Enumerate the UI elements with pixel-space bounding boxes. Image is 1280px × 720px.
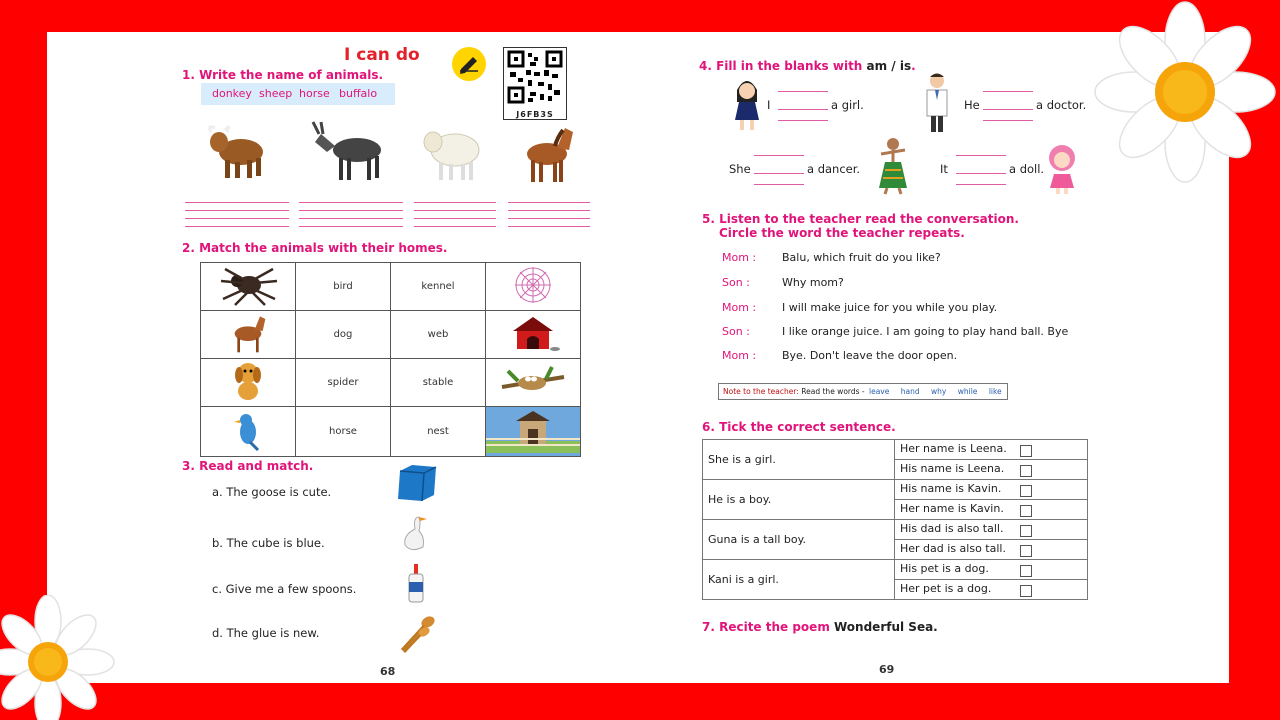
daisy-flower-icon bbox=[1080, 0, 1280, 195]
answer-lines-4 bbox=[508, 195, 590, 227]
dialogue-text: Bye. Don't leave the door open. bbox=[782, 349, 958, 362]
option-text: Her name is Kavin. bbox=[900, 502, 1004, 515]
q2-heading: 2. Match the animals with their homes. bbox=[182, 241, 448, 255]
q5-heading-line2: Circle the word the teacher repeats. bbox=[719, 226, 965, 240]
doctor-icon bbox=[923, 72, 951, 134]
checkbox[interactable] bbox=[1020, 565, 1032, 577]
sheep-icon bbox=[419, 120, 483, 184]
table-row bbox=[703, 560, 1088, 580]
tick-statement: He is a boy. bbox=[703, 480, 895, 520]
nest-icon bbox=[486, 359, 581, 407]
note-word: while bbox=[957, 387, 978, 396]
tick-statement: Guna is a tall boy. bbox=[703, 520, 895, 560]
table-row bbox=[201, 263, 581, 311]
table-row bbox=[703, 520, 1088, 540]
dog-icon bbox=[201, 359, 296, 407]
qr-code-label: J6FB3S bbox=[516, 110, 554, 119]
checkbox[interactable] bbox=[1020, 585, 1032, 597]
note-word: leave bbox=[869, 387, 890, 396]
word-box bbox=[201, 83, 395, 105]
checkbox[interactable] bbox=[1020, 505, 1032, 517]
teacher-note bbox=[718, 383, 1008, 400]
daisy-flower-icon bbox=[0, 595, 118, 720]
table-cell: kennel bbox=[391, 263, 486, 311]
option-text: His dad is also tall. bbox=[900, 522, 1004, 535]
note-text: Read the words - bbox=[801, 387, 865, 396]
tick-option[interactable] bbox=[895, 440, 1088, 460]
dialogue-text: I like orange juice. I am going to play hand ball. Bye bbox=[782, 325, 1069, 338]
qr-code bbox=[503, 47, 567, 120]
tick-statement: She is a girl. bbox=[703, 440, 895, 480]
blank-girl-bottom bbox=[778, 120, 828, 121]
blank-doctor-bottom bbox=[983, 120, 1033, 121]
answer-lines-3 bbox=[414, 195, 496, 227]
tick-table bbox=[702, 439, 1088, 600]
q4-subject-he: He bbox=[964, 98, 980, 112]
page-title: I can do bbox=[344, 45, 420, 65]
q3-item-a: a. The goose is cute. bbox=[212, 485, 332, 499]
match-table bbox=[200, 262, 581, 457]
q4-heading-text: 4. Fill in the blanks with bbox=[699, 59, 867, 73]
checkbox[interactable] bbox=[1020, 485, 1032, 497]
table-cell: nest bbox=[391, 407, 486, 457]
goose-icon bbox=[399, 513, 429, 555]
q4-subject-i: I bbox=[767, 98, 771, 112]
girl-icon bbox=[731, 76, 763, 134]
blank-girl[interactable] bbox=[778, 109, 828, 110]
note-label: Note to the teacher: bbox=[723, 387, 799, 396]
bird-icon bbox=[201, 407, 296, 457]
word-donkey: donkey bbox=[212, 87, 252, 100]
horse-icon bbox=[517, 120, 577, 186]
q4-tail-doctor: a doctor. bbox=[1036, 98, 1087, 112]
spoons-icon bbox=[396, 614, 438, 654]
blank-doctor-top bbox=[983, 91, 1033, 92]
q5-heading-line1: 5. Listen to the teacher read the conversation. bbox=[702, 212, 1019, 226]
tick-statement: Kani is a girl. bbox=[703, 560, 895, 600]
spider-icon bbox=[201, 263, 296, 311]
note-word: why bbox=[931, 387, 947, 396]
donkey-icon bbox=[307, 120, 393, 184]
option-text: Her dad is also tall. bbox=[900, 542, 1006, 555]
q4-subject-it: It bbox=[940, 162, 948, 176]
tick-option[interactable] bbox=[895, 560, 1088, 580]
q7-heading bbox=[702, 620, 938, 634]
q1-heading: 1. Write the name of animals. bbox=[182, 68, 384, 82]
speaker-label: Son : bbox=[722, 276, 750, 289]
q3-item-d: d. The glue is new. bbox=[212, 626, 320, 640]
answer-lines-1 bbox=[185, 195, 289, 227]
q7-poem-title: Wonderful Sea. bbox=[834, 620, 938, 634]
q4-subject-she: She bbox=[729, 162, 751, 176]
page-number-left: 68 bbox=[380, 665, 396, 678]
word-sheep: sheep bbox=[259, 87, 293, 100]
q4-tail-doll: a doll. bbox=[1009, 162, 1045, 176]
option-text: His name is Kavin. bbox=[900, 482, 1002, 495]
tick-option[interactable] bbox=[895, 540, 1088, 560]
tick-option[interactable] bbox=[895, 580, 1088, 600]
q4-tail-girl: a girl. bbox=[831, 98, 864, 112]
table-cell: spider bbox=[296, 359, 391, 407]
table-cell: bird bbox=[296, 263, 391, 311]
buffalo-icon bbox=[203, 120, 271, 184]
word-buffalo: buffalo bbox=[339, 87, 378, 100]
checkbox[interactable] bbox=[1020, 545, 1032, 557]
option-text: Her pet is a dog. bbox=[900, 582, 992, 595]
dialogue-text: Balu, which fruit do you like? bbox=[782, 251, 941, 264]
glue-icon bbox=[406, 564, 426, 604]
speaker-label: Mom : bbox=[722, 251, 757, 264]
tick-option[interactable] bbox=[895, 520, 1088, 540]
table-row bbox=[703, 440, 1088, 460]
blank-dancer-top bbox=[754, 155, 804, 156]
table-row bbox=[201, 407, 581, 457]
blank-doll-bottom bbox=[956, 184, 1006, 185]
dialogue-text: Why mom? bbox=[782, 276, 844, 289]
page-number-right: 69 bbox=[879, 663, 895, 676]
q4-heading bbox=[699, 59, 916, 73]
note-word: hand bbox=[900, 387, 920, 396]
speaker-label: Mom : bbox=[722, 349, 757, 362]
q6-heading: 6. Tick the correct sentence. bbox=[702, 420, 896, 434]
option-text: His name is Leena. bbox=[900, 462, 1005, 475]
q4-heading-period: . bbox=[911, 59, 916, 73]
checkbox[interactable] bbox=[1020, 445, 1032, 457]
q3-heading: 3. Read and match. bbox=[182, 459, 314, 473]
blank-dancer[interactable] bbox=[754, 173, 804, 174]
pencil-icon bbox=[452, 47, 486, 81]
table-row bbox=[201, 311, 581, 359]
blank-girl-top bbox=[778, 91, 828, 92]
table-cell: web bbox=[391, 311, 486, 359]
tick-option[interactable] bbox=[895, 460, 1088, 480]
q4-heading-bold: am / is bbox=[866, 59, 912, 73]
blank-doll[interactable] bbox=[956, 173, 1006, 174]
table-cell: horse bbox=[296, 407, 391, 457]
q3-item-b: b. The cube is blue. bbox=[212, 536, 325, 550]
speaker-label: Son : bbox=[722, 325, 750, 338]
q4-tail-dancer: a dancer. bbox=[807, 162, 861, 176]
q7-heading-text: 7. Recite the poem bbox=[702, 620, 834, 634]
web-icon bbox=[486, 263, 581, 311]
option-text: His pet is a dog. bbox=[900, 562, 989, 575]
blank-doll-top bbox=[956, 155, 1006, 156]
table-cell: dog bbox=[296, 311, 391, 359]
checkbox[interactable] bbox=[1020, 525, 1032, 537]
checkbox[interactable] bbox=[1020, 465, 1032, 477]
dancer-icon bbox=[875, 136, 911, 196]
dialogue-text: I will make juice for you while you play. bbox=[782, 301, 998, 314]
horse-icon bbox=[201, 311, 296, 359]
blank-dancer-bottom bbox=[754, 184, 804, 185]
cube-icon bbox=[396, 463, 438, 503]
answer-lines-2 bbox=[299, 195, 403, 227]
option-text: Her name is Leena. bbox=[900, 442, 1007, 455]
blank-doctor[interactable] bbox=[983, 109, 1033, 110]
stable-icon bbox=[486, 407, 581, 457]
tick-option[interactable] bbox=[895, 480, 1088, 500]
speaker-label: Mom : bbox=[722, 301, 757, 314]
kennel-icon bbox=[486, 311, 581, 359]
table-row bbox=[201, 359, 581, 407]
word-horse: horse bbox=[299, 87, 330, 100]
table-row bbox=[703, 480, 1088, 500]
tick-option[interactable] bbox=[895, 500, 1088, 520]
q3-item-c: c. Give me a few spoons. bbox=[212, 582, 357, 596]
note-word: like bbox=[988, 387, 1002, 396]
doll-icon bbox=[1044, 144, 1080, 196]
table-cell: stable bbox=[391, 359, 486, 407]
